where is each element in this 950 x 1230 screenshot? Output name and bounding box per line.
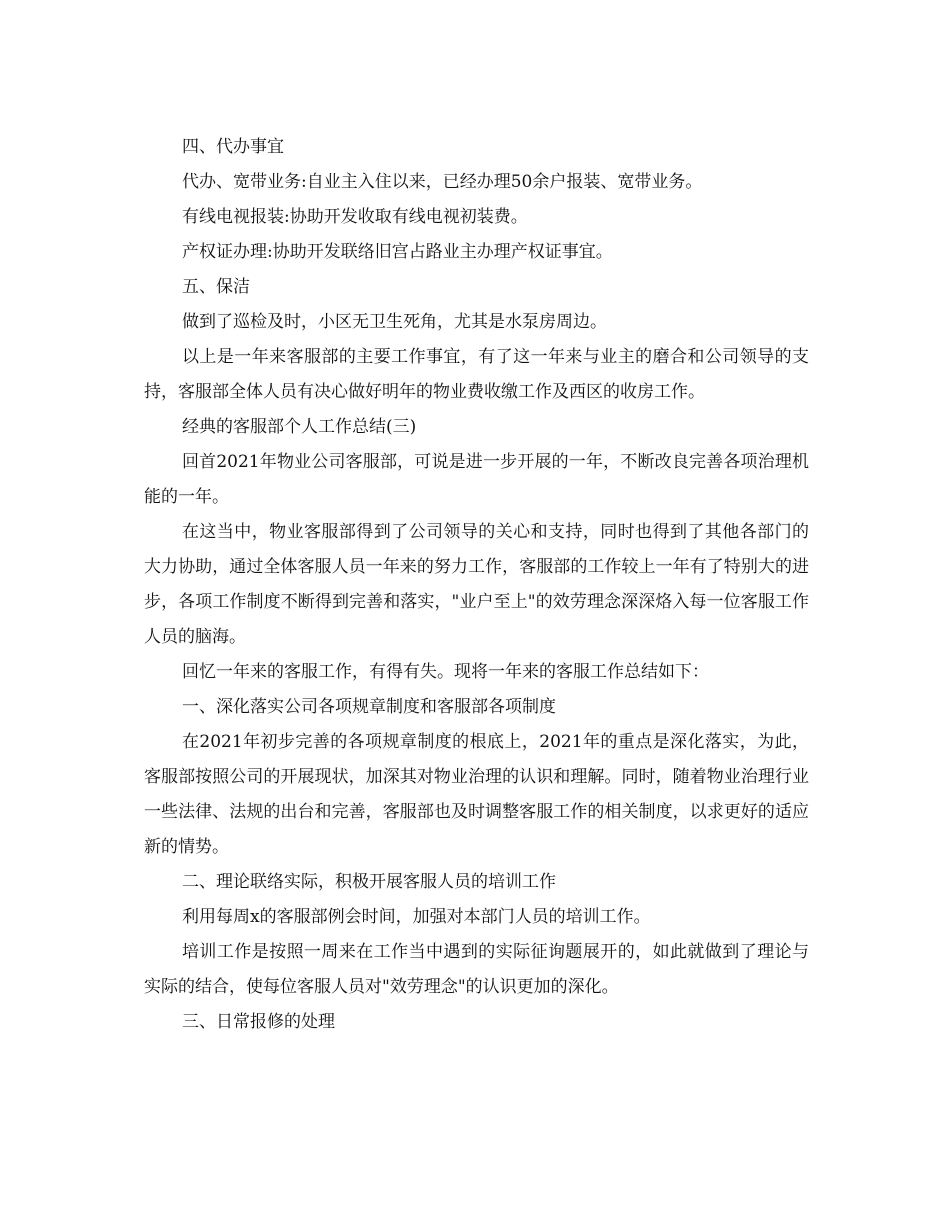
paragraph-training-detail: 培训工作是按照一周来在工作当中遇到的实际征询题展开的，如此就做到了理论与实际的结合，使每位客服人员对"效劳理念"的认识更加的深化。: [144, 942, 809, 997]
heading-1-rules: 一、深化落实公司各项规章制度和客服部各项制度: [182, 697, 556, 717]
paragraph-cleaning-inspection: 做到了巡检及时，小区无卫生死角，尤其是水泵房周边。: [182, 312, 607, 332]
paragraph-property-certificate: 产权证办理:协助开发联络旧宫占路业主办理产权证事宜。: [182, 242, 613, 262]
heading-4-agency-matters: 四、代办事宜: [182, 137, 284, 157]
document-body: [144, 130, 809, 1040]
paragraph-summary-closing: 以上是一年来客服部的主要工作事宜，有了这一年来与业主的磨合和公司领导的支持，客服部全体人员有决心做好明年的物业费收缴工作及西区的收房工作。: [144, 347, 809, 402]
heading-5-cleaning: 五、保洁: [182, 277, 250, 297]
paragraph-support-progress: 在这当中，物业客服部得到了公司领导的关心和支持，同时也得到了其他各部门的大力协助，通过全体客服人员一年来的努力工作，客服部的工作较上一年有了特别大的进步，各项工作制度不断得到完善和落实，"业户至上"的效劳理念深深烙入每一位客服工作人员的脑海。: [144, 522, 809, 647]
section-title-summary-3: 经典的客服部个人工作总结(三): [182, 417, 417, 437]
paragraph-recall-intro: 回忆一年来的客服工作，有得有失。现将一年来的客服工作总结如下：: [182, 662, 709, 682]
paragraph-weekly-meeting: 利用每周x的客服部例会时间，加强对本部门人员的培训工作。: [182, 907, 651, 927]
heading-2-training: 二、理论联络实际，积极开展客服人员的培训工作: [182, 872, 556, 892]
paragraph-broadband: 代办、宽带业务:自业主入住以来，已经办理50余户报装、宽带业务。: [182, 172, 703, 192]
paragraph-cable-tv: 有线电视报装:协助开发收取有线电视初装费。: [182, 207, 528, 227]
paragraph-review-year: 回首2021年物业公司客服部，可说是进一步开展的一年，不断改良完善各项治理机能的一年。: [144, 452, 809, 507]
paragraph-rules-detail: 在2021年初步完善的各项规章制度的根底上，2021年的重点是深化落实，为此，客服部按照公司的开展现状，加深其对物业治理的认识和理解。同时，随着物业治理行业一些法律、法规的出台和完善，客服部也及时调整客服工作的相关制度，以求更好的适应新的情势。: [144, 732, 809, 857]
heading-3-repairs: 三、日常报修的处理: [182, 1012, 335, 1032]
